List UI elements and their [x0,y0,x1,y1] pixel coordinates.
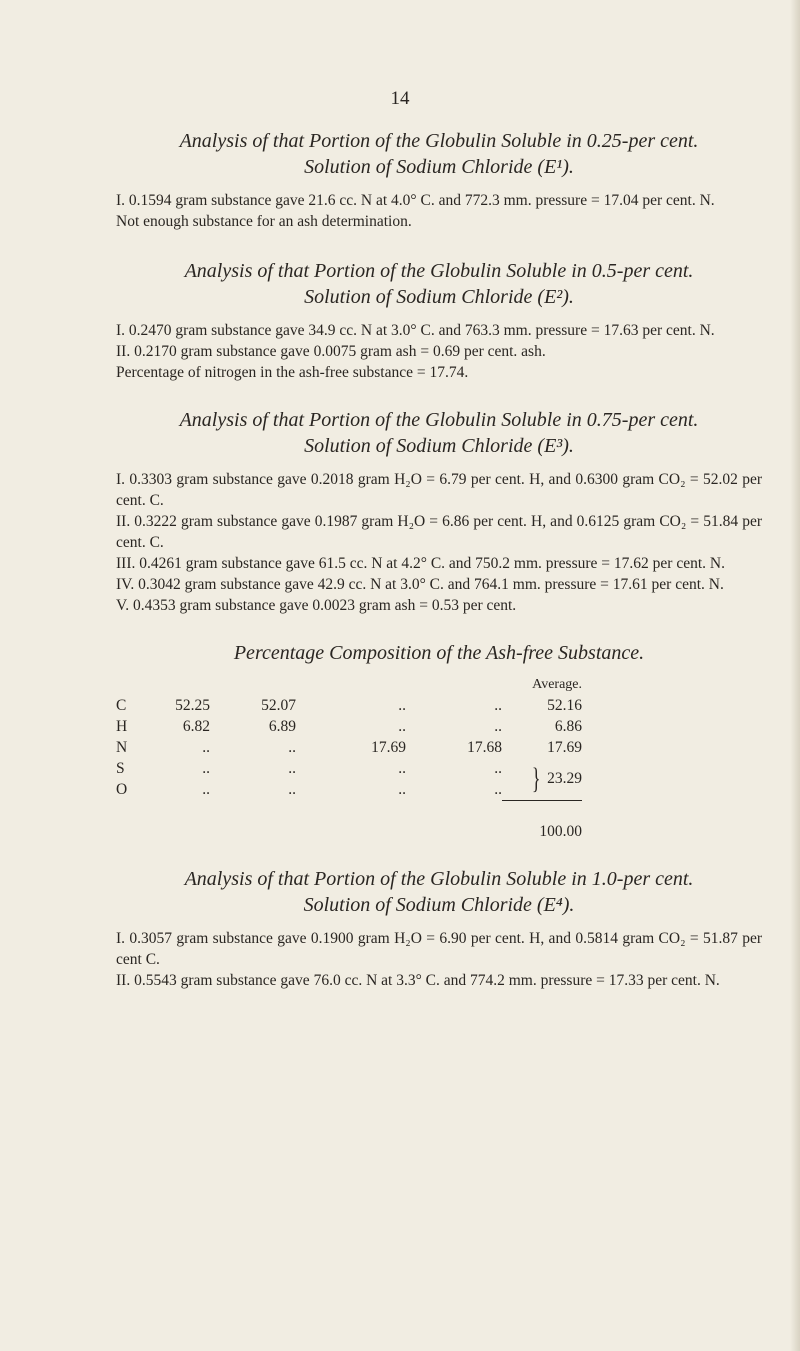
analysis-line: V. 0.4353 gram substance gave 0.0023 gram ash = 0.53 per cent. [116,597,517,614]
section-heading [116,258,762,310]
heading-line-2: Solution of Sodium Chloride (E²). [304,286,574,308]
section-e2 [116,258,762,383]
element-cell: C [116,697,127,714]
analysis-line: II. 0.2170 gram substance gave 0.0075 gram ash = 0.69 per cent. ash. [116,343,546,360]
section-e1 [116,128,762,232]
element-cell: H [116,718,128,735]
analysis-line: I. 0.3057 gram substance gave 0.1900 gram H₂O = 6.90 per cent. H, and 0.5814 gram CO₂ = 51.87 per cent C. [116,930,762,968]
page-number: 14 [390,88,410,109]
heading-line-1: Analysis of that Portion of the Globulin Soluble in 0.75-per cent. [179,409,699,431]
value-cell: .. [494,697,502,714]
table-row [116,758,582,779]
value-cell: .. [288,781,296,798]
analysis-line: I. 0.1594 gram substance gave 21.6 cc. N at 4.0° C. and 772.3 mm. pressure = 17.04 per cent. N. [116,192,715,209]
value-cell: .. [398,697,406,714]
analysis-line: III. 0.4261 gram substance gave 61.5 cc. N at 4.2° C. and 750.2 mm. pressure = 17.62 per cent. N. [116,555,725,572]
analysis-line: II. 0.5543 gram substance gave 76.0 cc. N at 3.3° C. and 774.2 mm. pressure = 17.33 per cent. N. [116,972,720,989]
value-cell: .. [494,781,502,798]
heading-line-1: Analysis of that Portion of the Globulin Soluble in 0.5-per cent. [184,260,694,282]
section-heading [116,866,762,918]
analysis-line: Percentage of nitrogen in the ash-free substance = 17.74. [116,364,469,381]
analysis-line: Not enough substance for an ash determination. [116,213,412,230]
value-cell: 17.68 [467,739,502,756]
table-header-row [116,674,582,695]
element-cell: N [116,739,128,756]
so-average-value: 23.29 [547,770,582,788]
section-e4 [116,866,762,991]
analysis-line: II. 0.3222 gram substance gave 0.1987 gram H₂O = 6.86 per cent. H, and 0.6125 gram CO₂ = 51.84 per cent. C. [116,513,762,551]
value-cell: 52.25 [175,697,210,714]
composition-section [116,640,762,842]
table-row [116,737,582,758]
average-cell: 6.86 [554,718,582,735]
value-cell: .. [288,760,296,777]
average-cell: 52.16 [547,697,582,714]
value-cell: 6.89 [268,718,296,735]
value-cell: .. [202,760,210,777]
so-average-cell [502,758,582,800]
value-cell: .. [398,718,406,735]
heading-line-2: Solution of Sodium Chloride (E¹). [304,156,574,178]
page-content [116,128,762,1015]
value-cell: 6.82 [182,718,210,735]
composition-table [116,674,582,842]
section-heading [116,407,762,459]
analysis-line: I. 0.3303 gram substance gave 0.2018 gram H₂O = 6.79 per cent. H, and 0.6300 gram CO₂ = 52.02 per cent. C. [116,471,762,509]
section-heading [116,128,762,180]
heading-line-2: Solution of Sodium Chloride (E³). [304,435,574,457]
composition-title: Percentage Composition of the Ash-free Substance. [233,642,645,664]
table-spacer-row [116,800,582,821]
section-e3 [116,407,762,616]
value-cell: 17.69 [371,739,406,756]
table-row [116,716,582,737]
average-header: Average. [532,677,582,692]
analysis-line: IV. 0.3042 gram substance gave 42.9 cc. N at 3.0° C. and 764.1 mm. pressure = 17.61 per cent. N. [116,576,724,593]
table-row [116,695,582,716]
average-cell: 17.69 [547,739,582,756]
value-cell: .. [288,739,296,756]
value-cell: .. [494,760,502,777]
total-cell: 100.00 [539,823,582,840]
value-cell: .. [202,781,210,798]
page-edge-shadow [790,0,800,1351]
analysis-line: I. 0.2470 gram substance gave 34.9 cc. N at 3.0° C. and 763.3 mm. pressure = 17.63 per cent. N. [116,322,715,339]
brace-glyph: } [531,762,541,796]
value-cell: .. [494,718,502,735]
heading-line-2: Solution of Sodium Chloride (E⁴). [303,894,575,916]
value-cell: .. [202,739,210,756]
element-cell: O [116,781,128,798]
value-cell: 52.07 [261,697,296,714]
value-cell: .. [398,760,406,777]
table-total-row [116,821,582,842]
heading-line-1: Analysis of that Portion of the Globulin Soluble in 1.0-per cent. [184,868,694,890]
value-cell: .. [398,781,406,798]
heading-line-1: Analysis of that Portion of the Globulin Soluble in 0.25-per cent. [179,130,699,152]
element-cell: S [116,760,125,777]
